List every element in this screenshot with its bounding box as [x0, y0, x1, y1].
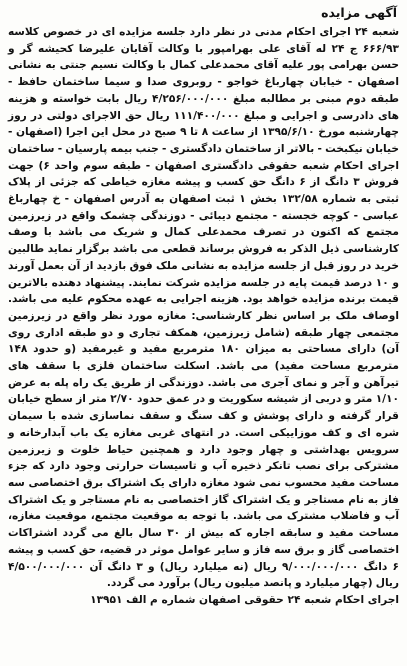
notice-footer-signature: اجرای احکام شعبه ۲۴ حقوقی اصفهان شماره م الف ۱۳۹۵۱: [90, 593, 399, 606]
notice-body-text: شعبه ۲۴ اجرای احکام مدنی در نظر دارد جلسه مزایده ای در خصوص کلاسه ۶۶۶/۹۳ ج ۲۴ له آقای علی بهرامپور با وکالت آقایان علیرضا کحیشه گر و حسن بهرامی پور علیه آقای محمدعلی کمال با وکالت نسیم جنتی به نشانی اصفهان - خیابان چهارباغ خواجو - روبروی صدا و سیما ساختمان حافظ - طبقه دوم مبنی بر مطالبه مبلغ ۴/۲۵۶/۰۰۰/۰۰۰ ریال بابت خواسته و هزینه های دادرسی و اجرایی و مبلغ ۱۱۱/۴۰۰/۰۰۰ ریال حق الاجرای دولتی در روز چهارشنبه مورخ ۱۳۹۵/۶/۱۰ از ساعت ۸ تا ۹ صبح در محل این اجرا (اصفهان - خیابان نیکبخت - بالاتر از ساختمان دادگستری - جنب بیمه پارسیان - ساختمان اجرای احکام شعبه حقوقی دادگستری اصفهان - طبقه سوم واحد ۶) جهت فروش ۳ دانگ از ۶ دانگ حق کسب و پیشه مغازه خیاطی که جزئی از پلاک ثبتی به شماره ۱۳۲/۵۸ بخش ۱ ثبت اصفهان به آدرس اصفهان - خ چهارباغ عباسی - کوچه خجسته - مجتمع دیبائی - دوزندگی چشمک واقع در زیرزمین مجتمع که اکنون در تصرف محمدعلی کمال و شریک می باشد با وصف کارشناسی ذیل الذکر به فروش برساند قطعی می باشد برگزار نماید طالبین خرید در روز قبل از جلسه مزایده به نشانی ملک فوق بازدید از آن بعمل آورند و ۱۰ درصد قیمت پایه در جلسه مزایده شرکت نمایند. پیشنهاد دهنده بالاترین قیمت برنده مزایده خواهد بود. هزینه اجرایی به عهده محکوم علیه می باشد. اوصاف ملک بر اساس نظر کارشناسی: مغازه مورد نظر واقع در زیرزمین مجتمعی چهار طبقه (شامل زیرزمین، همکف تجاری و دو طبقه اداری روی آن) دارای مساحتی به میزان ۱۸۰ مترمربع مفید و غیرمفید (و حدود ۱۴۸ مترمربع مساحت مفید) می باشد. اسکلت ساختمان فلزی با سقف های تیرآهن و آجر و نمای آجری می باشد. دوزندگی از طریق یک راه پله به عرض ۱/۱۰ متر و دربی از شیشه سکوریت و در عمق حدود ۲/۷۰ متر از سطح خیابان قرار گرفته و دارای پوشش و کف سنگ و سقف نماسازی شده با سیمان شره ای و کف موزاییکی است. در انتهای غربی مغازه یک باب آبدارخانه و سرویس بهداشتی و چهار وجود دارد و همچنین حیاط خلوت و زیرزمین مشترکی برای نصب تانکر ذخیره آب و تاسیسات حرارتی وجود دارد که جزء مساحت مفید محسوب نمی شود مغازه دارای یک اشتراک برق اختصاصی سه فاز به نام مستاجر و یک اشتراک گاز اختصاصی به نام مستاجر و یک اشتراک آب و فاضلاب مشترک می باشد. با توجه به موقعیت مجتمع، موقعیت مغازه، مساحت مفید و سابقه اجاره که بیش از ۳۰ سال بالغ می گردد اشتراکات اختصاصی گاز و برق سه فاز و سایر عوامل موثر در قضیه، حق کسب و پیشه ۶ دانگ ۹/۰۰۰/۰۰۰/۰۰۰ ریال (نه میلیارد ریال) و ۳ دانگ آن ۴/۵۰۰/۰۰۰/۰۰۰ ریال (چهار میلیارد و پانصد میلیون ریال) برآورد می گردد.: [8, 26, 400, 590]
notice-title: آگهی مزایده: [321, 5, 397, 20]
